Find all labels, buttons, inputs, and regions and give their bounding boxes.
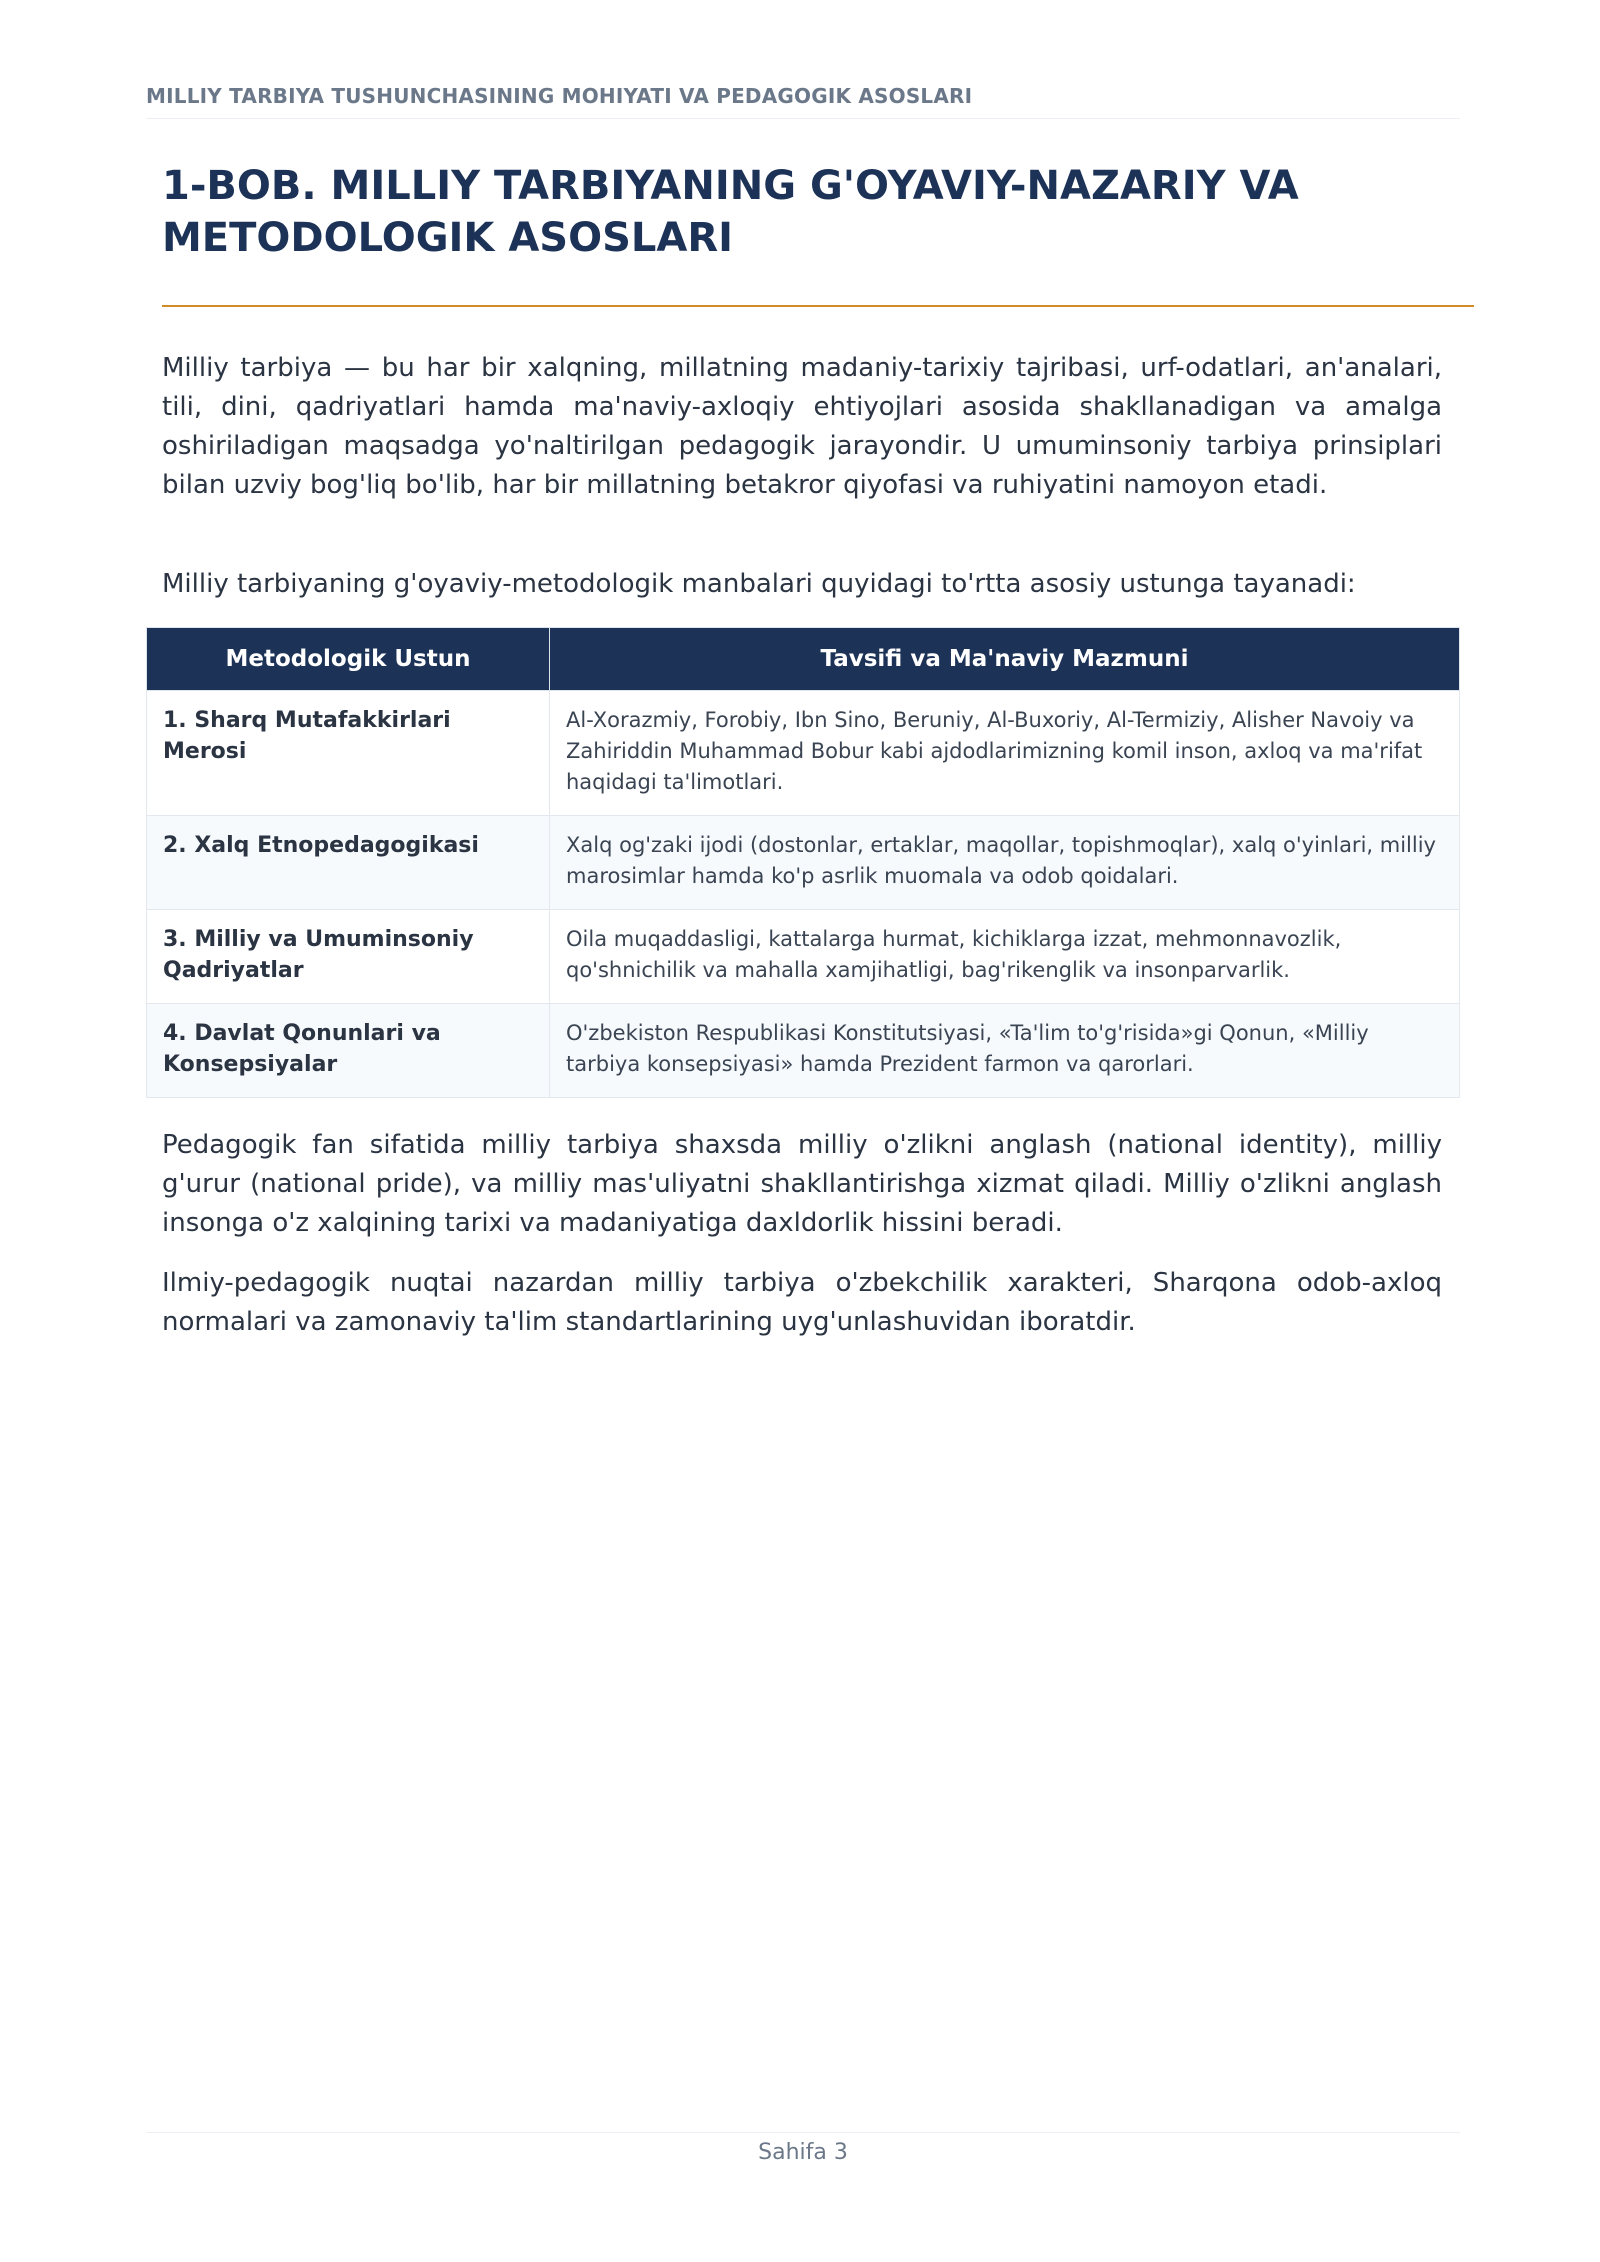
pillar-description: O'zbekiston Respublikasi Konstitutsiyasi, «Ta'lim to'g'risida»gi Qonun, «Milliy tarbiya konsepsiyasi» hamda Prezident farmon va qarorlari. (550, 1004, 1460, 1098)
conclusion-paragraph: Ilmiy-pedagogik nuqtai nazardan milliy tarbiya o'zbekchilik xarakteri, Sharqona odob-axloq normalari va zamonaviy ta'lim standartlarining uyg'unlashuvidan iboratdir. (162, 1268, 1442, 1337)
methodology-table (146, 627, 1460, 1098)
pillar-name: 1. Sharq Mutafakkirlari Merosi (147, 691, 550, 816)
header-divider (146, 118, 1460, 119)
table-row (147, 910, 1460, 1004)
pillar-name: 4. Davlat Qonunlari va Konsepsiyalar (147, 1004, 550, 1098)
footer-divider (146, 2132, 1460, 2133)
pillar-description: Xalq og'zaki ijodi (dostonlar, ertaklar, maqollar, topishmoqlar), xalq o'yinlari, milliy marosimlar hamda ko'p asrlik muomala va odob qoidalari. (550, 816, 1460, 910)
running-header: MILLIY TARBIYA TUSHUNCHASINING MOHIYATI VA PEDAGOGIK ASOSLARI (146, 84, 973, 108)
title-divider (162, 305, 1474, 307)
table-row (147, 691, 1460, 816)
table-lead-paragraph: Milliy tarbiyaning g'oyaviy-metodologik manbalari quyidagi to'rtta asosiy ustunga tayanadi: (162, 569, 1356, 599)
pillar-name: 3. Milliy va Umuminsoniy Qadriyatlar (147, 910, 550, 1004)
page-number: Sahifa 3 (758, 2140, 848, 2165)
table-header-row (147, 628, 1460, 691)
column-header-description: Tavsifi va Ma'naviy Mazmuni (550, 628, 1460, 691)
pillar-description: Oila muqaddasligi, kattalarga hurmat, kichiklarga izzat, mehmonnavozlik, qo'shnichilik va mahalla xamjihatligi, bag'rikenglik va insonparvarlik. (550, 910, 1460, 1004)
chapter-title: 1-BOB. MILLIY TARBIYANING G'OYAVIY-NAZARIY VA METODOLOGIK ASOSLARI (162, 163, 1299, 261)
column-header-pillar: Metodologik Ustun (147, 628, 550, 691)
pillar-name: 2. Xalq Etnopedagogikasi (147, 816, 550, 910)
pillar-description: Al-Xorazmiy, Forobiy, Ibn Sino, Beruniy, Al-Buxoriy, Al-Termiziy, Alisher Navoiy va Zahiriddin Muhammad Bobur kabi ajdodlarimizning komil inson, axloq va ma'rifat haqidagi ta'limotlari. (550, 691, 1460, 816)
table-row (147, 1004, 1460, 1098)
table-row (147, 816, 1460, 910)
intro-paragraph: Milliy tarbiya — bu har bir xalqning, millatning madaniy-tarixiy tajribasi, urf-odatlari, an'analari, tili, dini, qadriyatlari hamda ma'naviy-axloqiy ehtiyojlari asosida shakllanadigan va amalga oshiriladigan maqsadga yo'naltirilgan pedagogik jarayondir. U umuminsoniy tarbiya prinsiplari bilan uzviy bog'liq bo'lib, har bir millatning betakror qiyofasi va ruhiyatini namoyon etadi. (162, 353, 1442, 500)
identity-paragraph: Pedagogik fan sifatida milliy tarbiya shaxsda milliy o'zlikni anglash (national identity), milliy g'urur (national pride), va milliy mas'uliyatni shakllantirishga xizmat qiladi. Milliy o'zlikni anglash insonga o'z xalqining tarixi va madaniyatiga daxldorlik hissini beradi. (162, 1130, 1442, 1238)
